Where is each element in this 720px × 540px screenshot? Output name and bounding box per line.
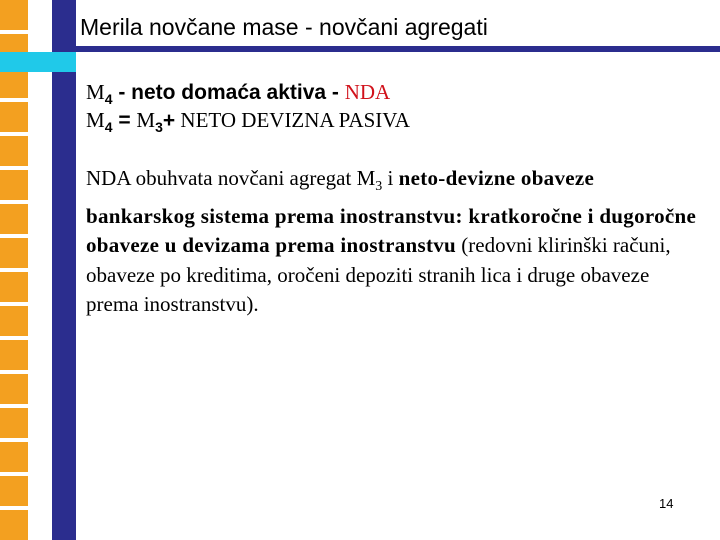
page-number: 14 bbox=[659, 496, 674, 511]
paragraph-connector: i bbox=[382, 166, 399, 190]
slide-title: Merila novčane mase - novčani agregati bbox=[80, 14, 488, 40]
m4-symbol: M bbox=[86, 80, 105, 104]
nda-explanation-paragraph bbox=[86, 164, 706, 320]
title-divider bbox=[76, 46, 720, 52]
plus-sign: + bbox=[162, 109, 176, 132]
m3-subscript: 3 bbox=[375, 179, 383, 194]
nda-label: NDA bbox=[344, 80, 391, 104]
definition-line-m4 bbox=[86, 80, 390, 107]
formula-line-m4 bbox=[86, 108, 410, 135]
formula-rest: NETO DEVIZNA PASIVA bbox=[175, 108, 410, 132]
navy-bar-decoration bbox=[52, 0, 76, 540]
equals-sign: = bbox=[112, 109, 137, 132]
m4-definition-text: - neto domaća aktiva - bbox=[112, 81, 345, 104]
paragraph-intro: NDA obuhvata novčani agregat M bbox=[86, 166, 376, 190]
m4-symbol: M bbox=[86, 108, 105, 132]
cyan-strip-decoration bbox=[0, 52, 76, 72]
m3-symbol: M bbox=[136, 108, 156, 132]
paragraph-tail: (redovni klirinški računi, obaveze po kreditima, oročeni depoziti stranih lica i druge obaveze prema inostranstvu). bbox=[86, 233, 671, 316]
paragraph-bold-text: neto-devizne obaveze bankarskog sistema prema inostranstvu: kratkoročne i dugoročne obaveze u devizama prema inostranstvu bbox=[86, 166, 697, 257]
orange-stripe-decoration bbox=[0, 0, 28, 540]
m4-subscript: 4 bbox=[104, 91, 113, 107]
m4-subscript: 4 bbox=[104, 119, 113, 135]
m3-subscript: 3 bbox=[155, 119, 163, 135]
